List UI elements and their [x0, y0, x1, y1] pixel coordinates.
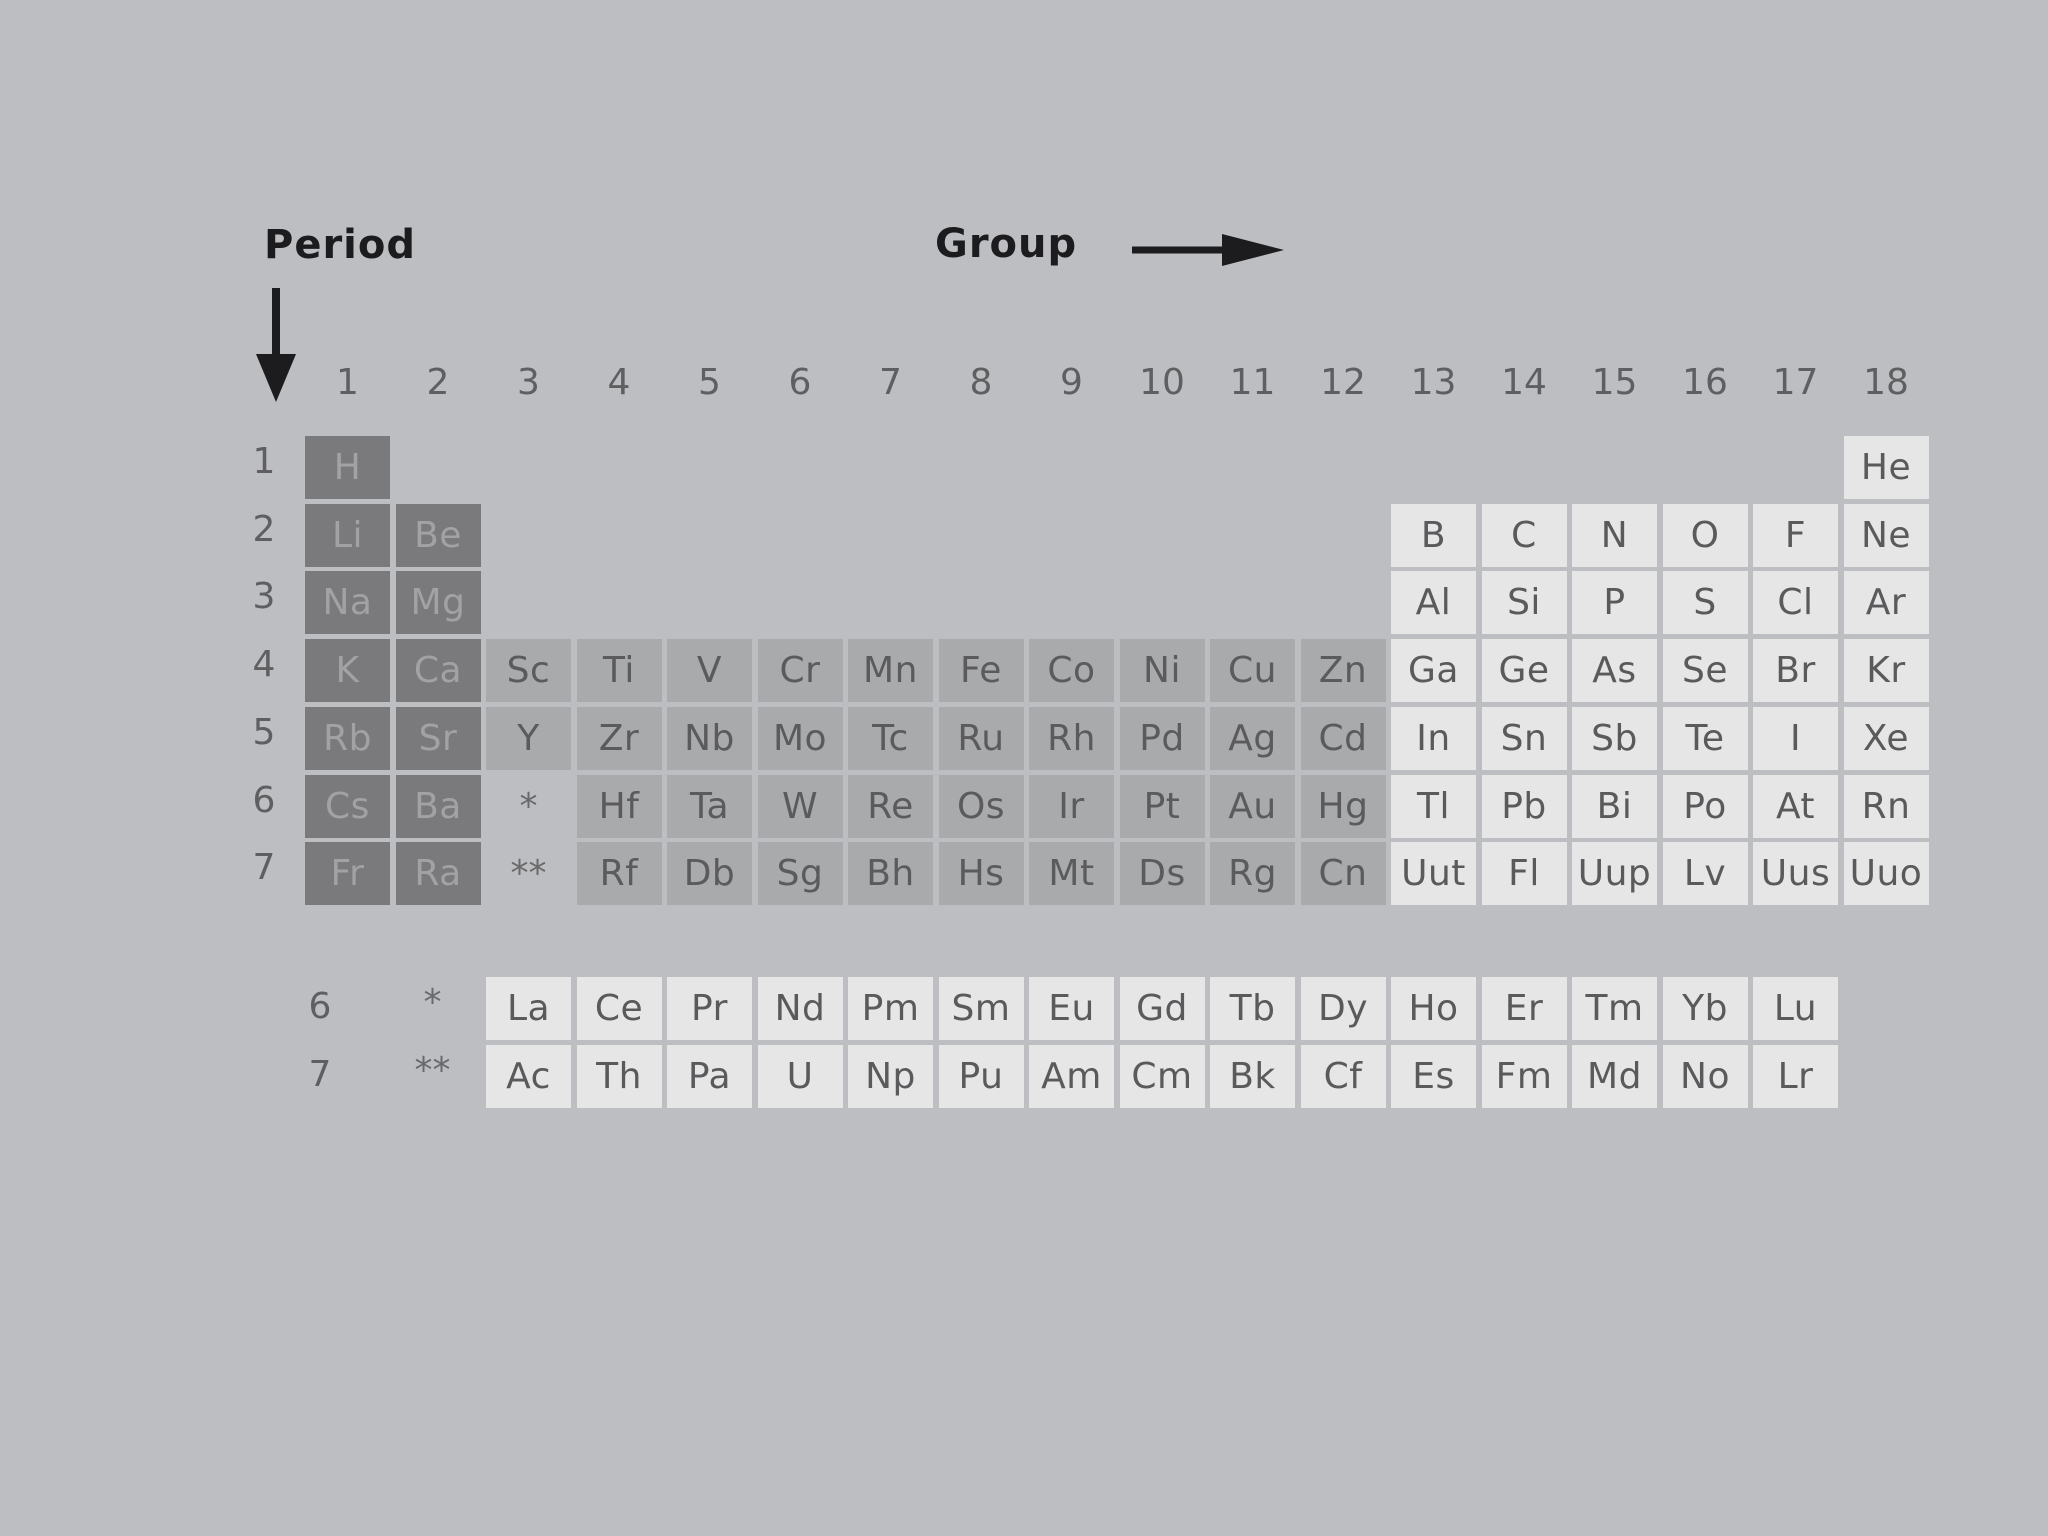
group-number: 17 [1772, 362, 1819, 403]
period-number: 1 [252, 441, 276, 482]
element-cell: Mo [758, 707, 843, 770]
element-cell: Ge [1482, 639, 1567, 702]
element-cell: Fe [939, 639, 1024, 702]
group-axis-label: Group [935, 221, 1078, 267]
element-cell: Nb [667, 707, 752, 770]
element-cell: Th [577, 1045, 662, 1108]
element-cell: Uut [1391, 842, 1476, 905]
element-cell: No [1663, 1045, 1748, 1108]
element-cell: Pr [667, 977, 752, 1040]
group-number: 3 [517, 362, 540, 403]
element-cell: Ca [396, 639, 481, 702]
element-cell: Dy [1301, 977, 1386, 1040]
element-cell: Pm [848, 977, 933, 1040]
element-cell: Er [1482, 977, 1567, 1040]
group-number: 2 [426, 362, 450, 403]
element-cell: Al [1391, 571, 1476, 634]
element-cell: Fl [1482, 842, 1567, 905]
element-cell: C [1482, 504, 1567, 567]
element-cell: S [1663, 571, 1748, 634]
element-cell: Uuo [1844, 842, 1929, 905]
element-cell: O [1663, 504, 1748, 567]
element-cell: W [758, 775, 843, 838]
element-cell: Tb [1210, 977, 1295, 1040]
element-cell: La [486, 977, 571, 1040]
element-cell: Mg [396, 571, 481, 634]
element-cell: Hs [939, 842, 1024, 905]
element-cell: Ce [577, 977, 662, 1040]
f-block-marker: ** [510, 853, 547, 895]
element-cell: Os [939, 775, 1024, 838]
element-cell: Lr [1753, 1045, 1838, 1108]
element-cell: Rb [305, 707, 390, 770]
element-cell: Ir [1029, 775, 1114, 838]
element-cell: Tc [848, 707, 933, 770]
element-cell: In [1391, 707, 1476, 770]
period-arrow-down-icon [254, 286, 298, 404]
element-cell: Cl [1753, 571, 1838, 634]
group-number: 1 [336, 362, 359, 403]
element-cell: V [667, 639, 752, 702]
element-cell: Uup [1572, 842, 1657, 905]
element-cell: B [1391, 504, 1476, 567]
element-cell: Ac [486, 1045, 571, 1108]
element-cell: Li [305, 504, 390, 567]
element-cell: Na [305, 571, 390, 634]
element-cell: He [1844, 436, 1929, 499]
period-number: 2 [252, 508, 276, 550]
period-number: 3 [252, 576, 276, 618]
element-cell: Br [1753, 639, 1838, 702]
group-number: 5 [698, 362, 721, 403]
element-cell: Pt [1120, 775, 1205, 838]
element-cell: H [305, 436, 390, 499]
element-cell: Gd [1120, 977, 1205, 1040]
element-cell: Np [848, 1045, 933, 1108]
element-cell: Ar [1844, 571, 1929, 634]
element-cell: Ag [1210, 707, 1295, 770]
period-axis-label: Period [264, 222, 416, 268]
period-number: 4 [252, 644, 276, 686]
element-cell: Am [1029, 1045, 1114, 1108]
element-cell: Ni [1120, 639, 1205, 702]
element-cell: Mt [1029, 842, 1114, 905]
element-cell: Es [1391, 1045, 1476, 1108]
element-cell: At [1753, 775, 1838, 838]
element-cell: Kr [1844, 639, 1929, 702]
group-number: 13 [1410, 362, 1457, 403]
element-cell: Db [667, 842, 752, 905]
element-cell: Uus [1753, 842, 1838, 905]
element-cell: F [1753, 504, 1838, 567]
element-cell: Zn [1301, 639, 1386, 702]
element-cell: Tl [1391, 775, 1476, 838]
period-number: 6 [252, 779, 276, 821]
element-cell: Zr [577, 707, 662, 770]
element-cell: Tm [1572, 977, 1657, 1040]
element-cell: Pa [667, 1045, 752, 1108]
element-cell: K [305, 639, 390, 702]
element-cell: Rf [577, 842, 662, 905]
f-block-period-number: 6 [308, 986, 332, 1027]
element-cell: Cd [1301, 707, 1386, 770]
element-cell: Ti [577, 639, 662, 702]
element-cell: Pu [939, 1045, 1024, 1108]
element-cell: Eu [1029, 977, 1114, 1040]
element-cell: Te [1663, 707, 1748, 770]
element-cell: Lu [1753, 977, 1838, 1040]
group-number: 7 [879, 362, 902, 403]
group-number: 4 [607, 362, 631, 403]
element-cell: Hg [1301, 775, 1386, 838]
element-cell: Cr [758, 639, 843, 702]
element-cell: Ga [1391, 639, 1476, 702]
element-cell: Be [396, 504, 481, 567]
group-number: 12 [1320, 362, 1366, 403]
element-cell: Bi [1572, 775, 1657, 838]
f-block-marker: * [423, 982, 442, 1023]
element-cell: Ta [667, 775, 752, 838]
element-cell: Sc [486, 639, 571, 702]
element-cell: Fm [1482, 1045, 1567, 1108]
element-cell: Ra [396, 842, 481, 905]
element-cell: Lv [1663, 842, 1748, 905]
element-cell: Rn [1844, 775, 1929, 838]
group-number: 18 [1863, 362, 1909, 403]
element-cell: Rh [1029, 707, 1114, 770]
group-arrow-right-icon [1130, 232, 1285, 272]
element-cell: Xe [1844, 707, 1929, 770]
element-cell: Nd [758, 977, 843, 1040]
element-cell: Rg [1210, 842, 1295, 905]
element-cell: Sb [1572, 707, 1657, 770]
element-cell: Cn [1301, 842, 1386, 905]
group-number: 10 [1139, 362, 1185, 403]
element-cell: Ds [1120, 842, 1205, 905]
element-cell: N [1572, 504, 1657, 567]
period-number: 7 [252, 847, 276, 889]
element-cell: Co [1029, 639, 1114, 702]
element-cell: Cu [1210, 639, 1295, 702]
element-cell: Cf [1301, 1045, 1386, 1108]
element-cell: Se [1663, 639, 1748, 702]
element-cell: Po [1663, 775, 1748, 838]
group-number: 6 [788, 362, 812, 403]
element-cell: Yb [1663, 977, 1748, 1040]
element-cell: Mn [848, 639, 933, 702]
group-number: 14 [1501, 362, 1547, 403]
period-number: 5 [252, 711, 276, 753]
element-cell: As [1572, 639, 1657, 702]
element-cell: Ba [396, 775, 481, 838]
element-cell: Md [1572, 1045, 1657, 1108]
f-block-period-number: 7 [308, 1053, 332, 1095]
element-cell: Ne [1844, 504, 1929, 567]
element-cell: Sg [758, 842, 843, 905]
element-cell: Y [486, 707, 571, 770]
f-block-marker: * [519, 785, 538, 827]
element-cell: Sn [1482, 707, 1567, 770]
group-number: 11 [1229, 362, 1276, 403]
element-cell: Re [848, 775, 933, 838]
element-cell: Au [1210, 775, 1295, 838]
element-cell: Bh [848, 842, 933, 905]
group-number: 15 [1591, 362, 1638, 403]
element-cell: U [758, 1045, 843, 1108]
element-cell: Pb [1482, 775, 1567, 838]
element-cell: Cm [1120, 1045, 1205, 1108]
element-cell: Cs [305, 775, 390, 838]
group-number: 8 [969, 362, 993, 403]
element-cell: Sm [939, 977, 1024, 1040]
element-cell: Hf [577, 775, 662, 838]
element-cell: Fr [305, 842, 390, 905]
group-number: 9 [1060, 362, 1083, 403]
element-cell: Ho [1391, 977, 1476, 1040]
element-cell: Ru [939, 707, 1024, 770]
element-cell: I [1753, 707, 1838, 770]
element-cell: Sr [396, 707, 481, 770]
element-cell: P [1572, 571, 1657, 634]
element-cell: Bk [1210, 1045, 1295, 1108]
element-cell: Pd [1120, 707, 1205, 770]
element-cell: Si [1482, 571, 1567, 634]
f-block-marker: ** [414, 1049, 451, 1091]
group-number: 16 [1682, 362, 1728, 403]
